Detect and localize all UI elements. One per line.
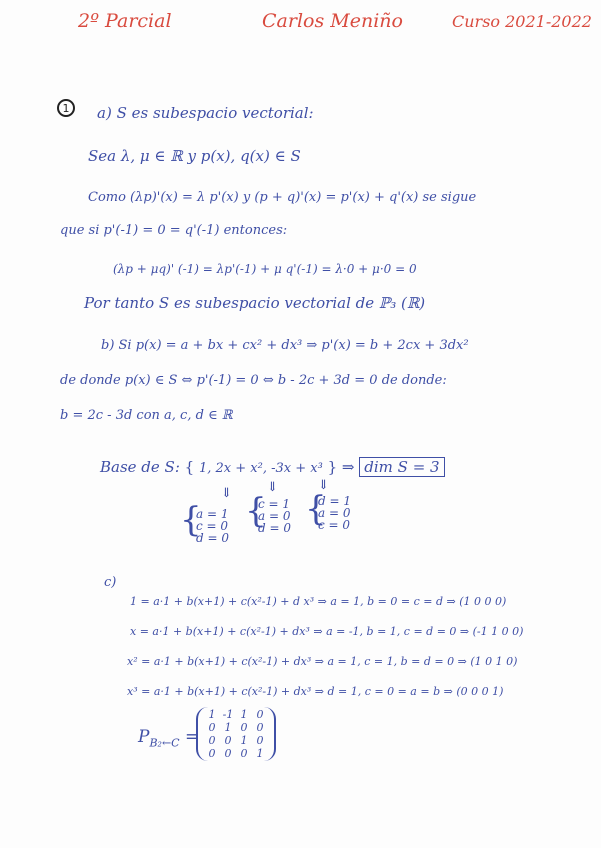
basis-elements: 1, 2x + x², -3x + x³ [199,461,323,476]
part-a-line2: Como (λp)'(x) = λ p'(x) y (p + q)'(x) = p'(x) + q'(x) se sigue [88,190,477,205]
part-a-heading: a) S es subespacio vectorial: [97,104,314,122]
coef-vector-3: d = 1 a = 0 c = 0 [318,494,351,532]
matrix-row: 0 1 0 0 [208,721,264,734]
change-of-basis-matrix [196,707,276,761]
matrix-label: $P_{B_2\leftarrow C}$ = [138,727,200,750]
basis-line: Base de S: { 1, 2x + x², -3x + x³ } ⇒ dim S = 3 [100,458,445,476]
down-arrow-icon: ⇓ [267,480,278,495]
part-c-eq3: x² = a·1 + b(x+1) + c(x²-1) + dx³ ⇒ a = 1, c = 1, b = d = 0 ⇒ (1 0 1 0) [127,655,518,668]
problem-number: 1 [57,99,75,117]
part-a-line3: que si p'(-1) = 0 = q'(-1) entonces: [60,223,288,238]
dim-box: dim S = 3 [359,457,444,477]
part-c-label: c) [104,575,117,590]
part-a-line1: Sea λ, μ ∈ ℝ y p(x), q(x) ∈ S [88,147,301,165]
part-c-eq1: 1 = a·1 + b(x+1) + c(x²-1) + d x³ ⇒ a = 1, b = 0 = c = d ⇒ (1 0 0 0) [130,595,507,608]
course-year: Curso 2021-2022 [452,12,592,31]
part-b-line1: b) Si p(x) = a + bx + cx² + dx³ ⇒ p'(x) = b + 2cx + 3dx² [101,338,469,353]
author-name: Carlos Meniño [262,10,403,32]
matrix-row: 1 -1 1 0 [208,708,264,721]
part-c-eq4: x³ = a·1 + b(x+1) + c(x²-1) + dx³ ⇒ d = 1, c = 0 = a = b ⇒ (0 0 0 1) [127,685,504,698]
basis-implies: ⇒ [341,458,355,476]
matrix-row: 0 0 1 0 [208,734,264,747]
part-a-line5: Por tanto S es subespacio vectorial de ℙ₃ (ℝ) [84,294,426,312]
part-b-line3: b = 2c - 3d con a, c, d ∈ ℝ [60,408,233,423]
coef-vector-1: a = 1 c = 0 d = 0 [196,507,229,545]
part-b-line2: de donde p(x) ∈ S ⇔ p'(-1) = 0 ⇔ b - 2c + 3d = 0 de donde: [60,373,447,388]
exam-title: 2º Parcial [78,10,172,32]
basis-prefix: Base de S: [100,458,180,476]
coef-vector-2: c = 1 a = 0 d = 0 [258,497,291,535]
down-arrow-icon: ⇓ [221,486,232,501]
matrix-row: 0 0 0 1 [208,747,264,760]
down-arrow-icon: ⇓ [318,478,329,493]
part-a-line4: (λp + μq)' (-1) = λp'(-1) + μ q'(-1) = λ·0 + μ·0 = 0 [113,262,417,276]
part-c-eq2: x = a·1 + b(x+1) + c(x²-1) + dx³ ⇒ a = -1, b = 1, c = d = 0 ⇒ (-1 1 0 0) [130,625,524,638]
